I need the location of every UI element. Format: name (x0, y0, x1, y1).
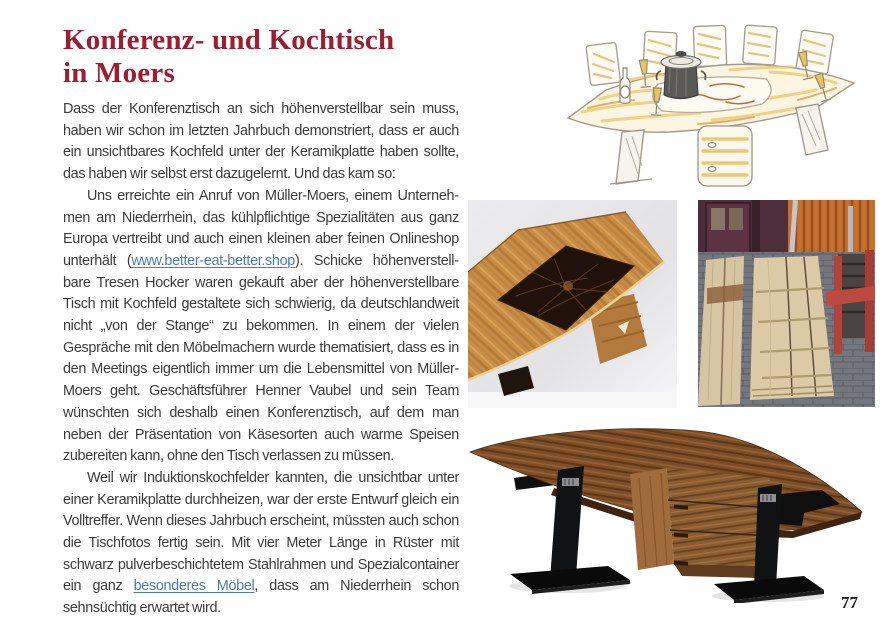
sketch-container (698, 126, 752, 186)
paragraph-2 (63, 186, 459, 468)
paragraph-3-text-a: Weil wir Induktionskochfelder kannten, die unsichtbar unter einer Keramikplatte durchheizen, war der erste Entwurf gleich ein Volltreffer. Wenn dieses Jahrbuch erscheint, müssten auch schon die Tischfotos fertig sein. Mit vier Meter Länge in Rüster mit schwarz pulverbeschichtetem Stahlrahmen und Spezialcontainer ein ganz (63, 469, 459, 595)
page-title-line1: Konferenz- und Kochtisch (63, 24, 395, 56)
paragraph-1-text: Dass der Konferenztisch an sich höhenverstellbar sein muss, haben wir schon im letzten Jahrbuch demonstriert, dass er auch ein unsichtbares Kochfeld unter der Keramikplatte haben sollte, das haben wir selbst erst dazugelernt. Und das kam so: (63, 101, 459, 183)
sketch-right-leg (796, 104, 828, 155)
page-title-line2: in Moers (63, 57, 175, 89)
wood-planks-photo (698, 200, 875, 407)
render-container (630, 468, 770, 578)
paragraph-2-text-b: ). Schicke höhenverstellbare Tresen Hocker waren gekauft aber der höhenverstellbare Tisch mit Kochfeld gestaltete sich schwierig, da deutschlandweit nicht „von der Stange“ zu bekommen. In einem der vielen Gespräche mit den Möbelmachern wurde thematisiert, dass es in den Meetings eigentlich immer um die Lebensmittel von Müller-Moers geht. Geschäftsführer Henner Vaubel und sein Team wünschten sich deshalb einen Konferenztisch, auf dem man neben der Präsentation von Käsesorten auch warme Speisen zubereiten kann, ohne den Tisch verlassen zu müssen. (63, 252, 459, 465)
paragraph-1 (63, 99, 459, 186)
furniture-link[interactable]: besonderes Möbel (133, 578, 255, 595)
sketch-left-leg (616, 130, 644, 184)
article-body (63, 99, 459, 620)
sketch-bottle (620, 68, 630, 104)
shop-link[interactable]: www.better-eat-better.shop (131, 252, 295, 269)
page-title (63, 24, 394, 90)
paragraph-3 (63, 468, 459, 620)
paragraph-2-text-a: Uns erreichte ein Anruf von Müller-Moers, einem Unternehmen am Niederrhein, das kühlpflichtige Spezialitäten aus ganz Europa vertreibt und auch einen kleinen aber feinen Onlineshop unterhält ( (63, 187, 459, 269)
sketch-conference-table-image (558, 4, 870, 194)
paragraph-3-text-b: , dass am Niederrhein schon sehnsüchtig erwartet wird. (63, 578, 460, 617)
page-number: 77 (841, 593, 858, 612)
table-3d-render-image (462, 418, 872, 603)
tabletop-render-photo (468, 200, 677, 408)
